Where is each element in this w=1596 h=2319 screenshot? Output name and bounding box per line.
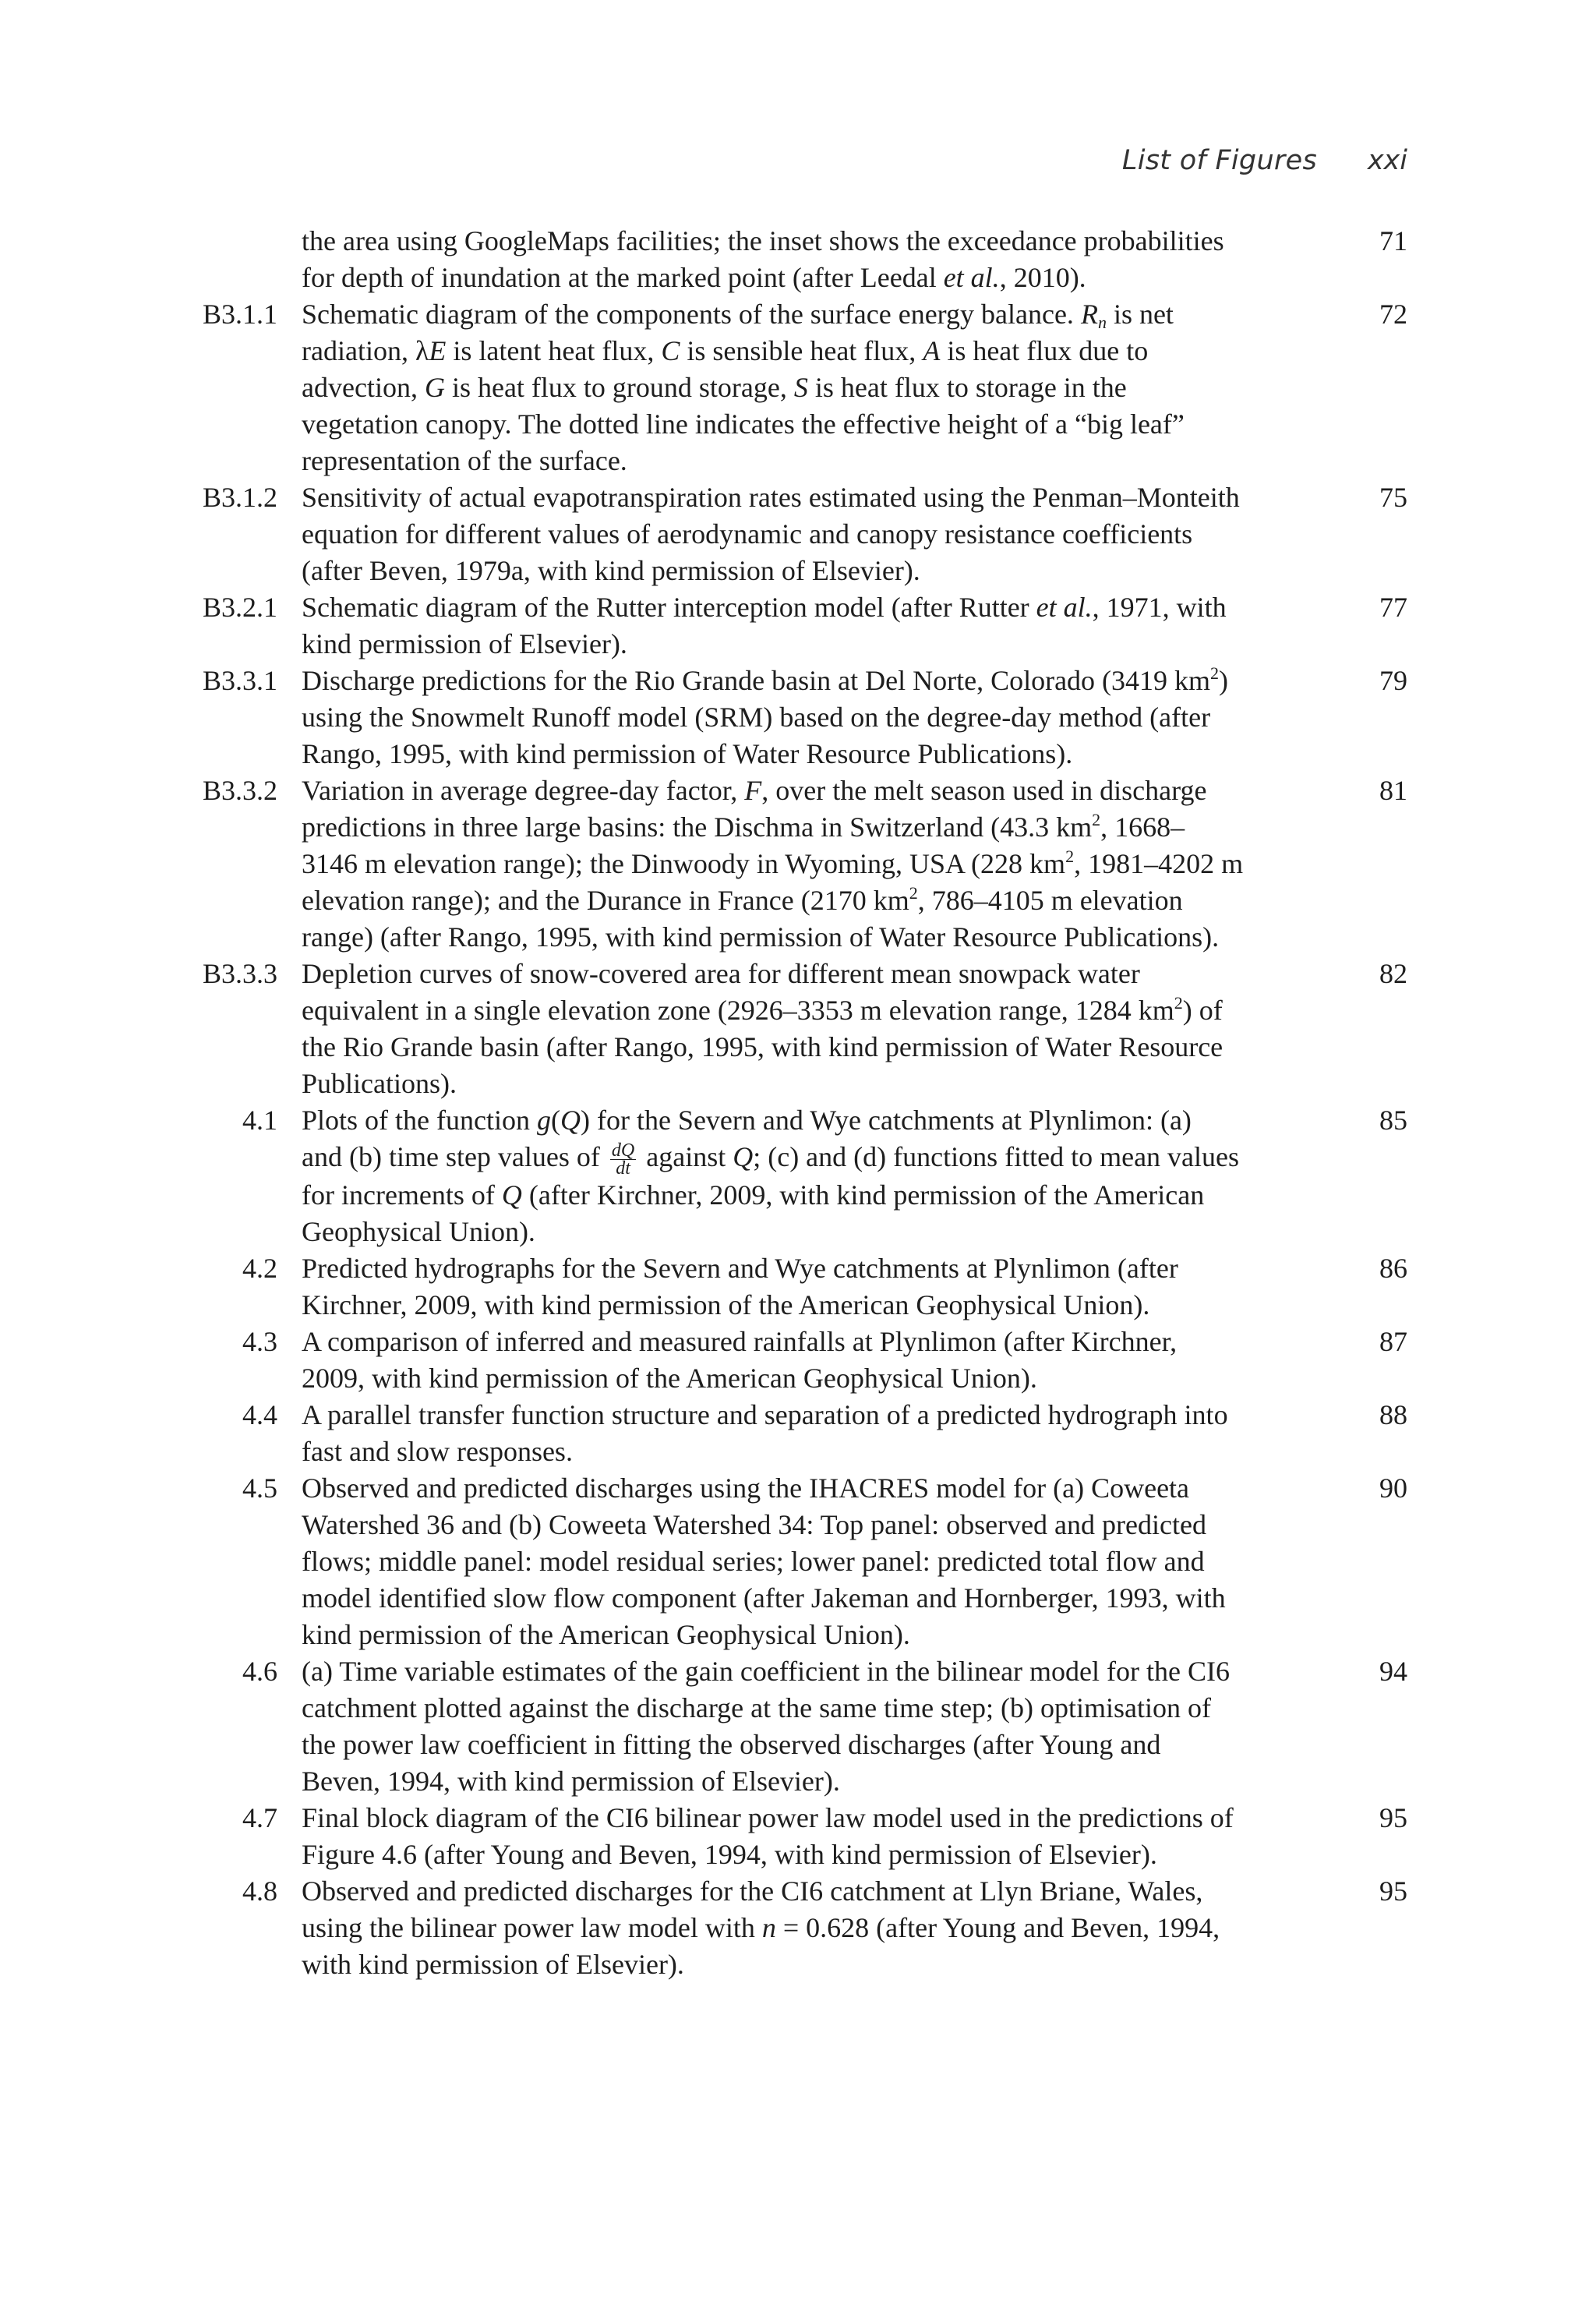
figure-caption xyxy=(302,956,1322,1102)
figure-entry xyxy=(0,1800,1596,1873)
page-reference: 88 xyxy=(1379,1399,1407,1431)
caption-line: Figure 4.6 (after Young and Beven, 1994, with kind permission of Elsevier). xyxy=(302,1839,1157,1871)
caption-line: Publications). xyxy=(302,1068,457,1099)
figure-caption xyxy=(302,1250,1322,1324)
page-reference: 82 xyxy=(1379,958,1407,989)
page-reference: 77 xyxy=(1379,592,1407,623)
figure-entry xyxy=(0,479,1596,589)
caption-line: using the Snowmelt Runoff model (SRM) based on the degree-day method (after xyxy=(302,702,1211,733)
caption-line: predictions in three large basins: the Dischma in Switzerland (43.3 $km^2$, 1668– xyxy=(302,810,1185,843)
figure-number: 4.6 xyxy=(242,1656,277,1688)
figure-caption xyxy=(302,223,1322,296)
figure-entry xyxy=(0,956,1596,1102)
figure-entry xyxy=(0,1250,1596,1324)
figure-entry xyxy=(0,1397,1596,1470)
caption-line: Depletion curves of snow-covered area for different mean snowpack water xyxy=(302,958,1140,989)
caption-line: Beven, 1994, with kind permission of Elsevier). xyxy=(302,1766,840,1798)
caption-line: Variation in average degree-day factor, F, over the melt season used in discharge xyxy=(302,775,1207,806)
caption-line: the Rio Grande basin (after Rango, 1995, with kind permission of Water Resource xyxy=(302,1031,1223,1062)
figure-caption xyxy=(302,772,1322,956)
figure-caption xyxy=(302,479,1322,589)
figure-number: B3.3.2 xyxy=(202,775,277,806)
figure-number: B3.1.2 xyxy=(202,482,277,513)
figure-list xyxy=(0,223,1596,1983)
caption-line: Observed and predicted discharges using the IHACRES model for (a) Coweeta xyxy=(302,1472,1190,1504)
caption-line: kind permission of Elsevier). xyxy=(302,628,627,659)
figure-number: B3.3.1 xyxy=(202,665,277,696)
page-reference: 95 xyxy=(1379,1802,1407,1834)
fraction-dq-dt: $\frac{dQ}{dt}$ xyxy=(611,1140,635,1179)
caption-line: Discharge predictions for the Rio Grande basin at Del Norte, Colorado (3419 $km^2$) xyxy=(302,663,1229,696)
caption-line: Observed and predicted discharges for the CI6 catchment at Llyn Briane, Wales, xyxy=(302,1875,1203,1907)
caption-line: for increments of Q (after Kirchner, 2009, with kind permission of the American xyxy=(302,1179,1205,1211)
page-reference: 90 xyxy=(1379,1472,1407,1504)
caption-line: for depth of inundation at the marked point (after Leedal et al., 2010). xyxy=(302,262,1086,293)
caption-line: representation of the surface. xyxy=(302,445,627,476)
caption-line: flows; middle panel: model residual series; lower panel: predicted total flow and xyxy=(302,1546,1205,1578)
figure-number: 4.3 xyxy=(242,1326,277,1358)
caption-line: A parallel transfer function structure and separation of a predicted hydrograph into xyxy=(302,1399,1228,1431)
figure-number: 4.2 xyxy=(242,1253,277,1285)
running-head xyxy=(1013,145,1407,184)
caption-line: equation for different values of aerodynamic and canopy resistance coefficients xyxy=(302,518,1193,550)
caption-line: Predicted hydrographs for the Severn and Wye catchments at Plynlimon (after xyxy=(302,1253,1178,1285)
caption-line: 2009, with kind permission of the American Geophysical Union). xyxy=(302,1363,1037,1395)
figure-number: 4.5 xyxy=(242,1472,277,1504)
figure-entry xyxy=(0,1873,1596,1983)
figure-caption xyxy=(302,1102,1322,1250)
caption-line: Schematic diagram of the Rutter interception model (after Rutter et al., 1971, with xyxy=(302,592,1227,623)
page-reference: 81 xyxy=(1379,775,1407,806)
caption-line: elevation range); and the Durance in France (2170 $km^2$, 786–4105 m elevation xyxy=(302,883,1183,916)
caption-line: vegetation canopy. The dotted line indicates the effective height of a “big leaf” xyxy=(302,408,1185,440)
caption-line: fast and slow responses. xyxy=(302,1436,573,1468)
figure-caption xyxy=(302,1653,1322,1800)
caption-line: Rango, 1995, with kind permission of Water Resource Publications). xyxy=(302,738,1073,769)
figure-entry xyxy=(0,296,1596,479)
caption-line: the area using GoogleMaps facilities; the inset shows the exceedance probabilities xyxy=(302,225,1224,256)
figure-number: 4.4 xyxy=(242,1399,277,1431)
caption-line: catchment plotted against the discharge at the same time step; (b) optimisation of xyxy=(302,1692,1212,1724)
caption-line: 3146 m elevation range); the Dinwoody in Wyoming, USA (228 $km^2$, 1981–4202 m xyxy=(302,847,1244,879)
caption-line: Watershed 36 and (b) Coweeta Watershed 34: Top panel: observed and predicted xyxy=(302,1509,1206,1541)
caption-line: advection, G is heat flux to ground storage, S is heat flux to storage in the xyxy=(302,372,1127,403)
caption-line: Kirchner, 2009, with kind permission of the American Geophysical Union). xyxy=(302,1289,1150,1321)
figure-number: 4.1 xyxy=(242,1105,277,1136)
figure-number: B3.2.1 xyxy=(202,592,277,623)
figure-caption xyxy=(302,1324,1322,1397)
page-reference: 87 xyxy=(1379,1326,1407,1358)
page-reference: 85 xyxy=(1379,1105,1407,1136)
caption-line: Geophysical Union). xyxy=(302,1216,535,1248)
figure-number: 4.7 xyxy=(242,1802,277,1834)
figure-caption xyxy=(302,589,1322,663)
figure-entry xyxy=(0,772,1596,956)
figure-number: B3.3.3 xyxy=(202,958,277,989)
running-head-page-number: xxi xyxy=(1367,145,1407,176)
page-reference: 86 xyxy=(1379,1253,1407,1285)
figure-caption xyxy=(302,1397,1322,1470)
figure-caption xyxy=(302,663,1322,772)
caption-line: Plots of the function g(Q) for the Severn and Wye catchments at Plynlimon: (a) xyxy=(302,1105,1192,1136)
figure-number: 4.8 xyxy=(242,1875,277,1907)
figure-entry xyxy=(0,223,1596,296)
figure-caption xyxy=(302,1873,1322,1983)
caption-line: radiation, λE is latent heat flux, C is sensible heat flux, A is heat flux due to xyxy=(302,335,1149,366)
caption-line: with kind permission of Elsevier). xyxy=(302,1949,684,1981)
caption-line: (a) Time variable estimates of the gain coefficient in the bilinear model for the CI6 xyxy=(302,1656,1230,1688)
figure-entry xyxy=(0,663,1596,772)
caption-line: Final block diagram of the CI6 bilinear power law model used in the predictions of xyxy=(302,1802,1234,1834)
page-reference: 79 xyxy=(1379,665,1407,696)
caption-line: equivalent in a single elevation zone (2926–3353 m elevation range, 1284 $km^2$) of xyxy=(302,993,1223,1026)
figure-caption xyxy=(302,1470,1322,1653)
figure-entry xyxy=(0,1470,1596,1653)
caption-line: model identified slow flow component (after Jakeman and Hornberger, 1993, with xyxy=(302,1582,1226,1614)
running-head-title: List of Figures xyxy=(1121,145,1317,176)
caption-line: (after Beven, 1979a, with kind permission of Elsevier). xyxy=(302,555,920,586)
figure-entry xyxy=(0,1102,1596,1250)
page-reference: 75 xyxy=(1379,482,1407,513)
page-reference: 71 xyxy=(1379,225,1407,256)
figure-entry xyxy=(0,1324,1596,1397)
figure-entry xyxy=(0,1653,1596,1800)
page-reference: 95 xyxy=(1379,1875,1407,1907)
page-reference: 72 xyxy=(1379,299,1407,330)
page-reference: 94 xyxy=(1379,1656,1407,1688)
figure-caption xyxy=(302,1800,1322,1873)
caption-line: kind permission of the American Geophysical Union). xyxy=(302,1619,910,1651)
caption-line: Schematic diagram of the components of the surface energy balance. $R_n$ is net xyxy=(302,299,1174,332)
caption-line: the power law coefficient in fitting the observed discharges (after Young and xyxy=(302,1729,1161,1761)
caption-line: Sensitivity of actual evapotranspiration rates estimated using the Penman–Monteith xyxy=(302,482,1240,513)
caption-line: range) (after Rango, 1995, with kind permission of Water Resource Publications). xyxy=(302,921,1220,953)
figure-number: B3.1.1 xyxy=(202,299,277,330)
caption-line: A comparison of inferred and measured rainfalls at Plynlimon (after Kirchner, xyxy=(302,1326,1178,1358)
figure-caption xyxy=(302,296,1322,479)
figure-entry xyxy=(0,589,1596,663)
caption-line: and (b) time step values of $\frac{dQ}{dt}$ against Q; (c) and (d) functions fitted to mean values xyxy=(302,1140,1240,1179)
caption-line: using the bilinear power law model with n = 0.628 (after Young and Beven, 1994, xyxy=(302,1912,1220,1944)
